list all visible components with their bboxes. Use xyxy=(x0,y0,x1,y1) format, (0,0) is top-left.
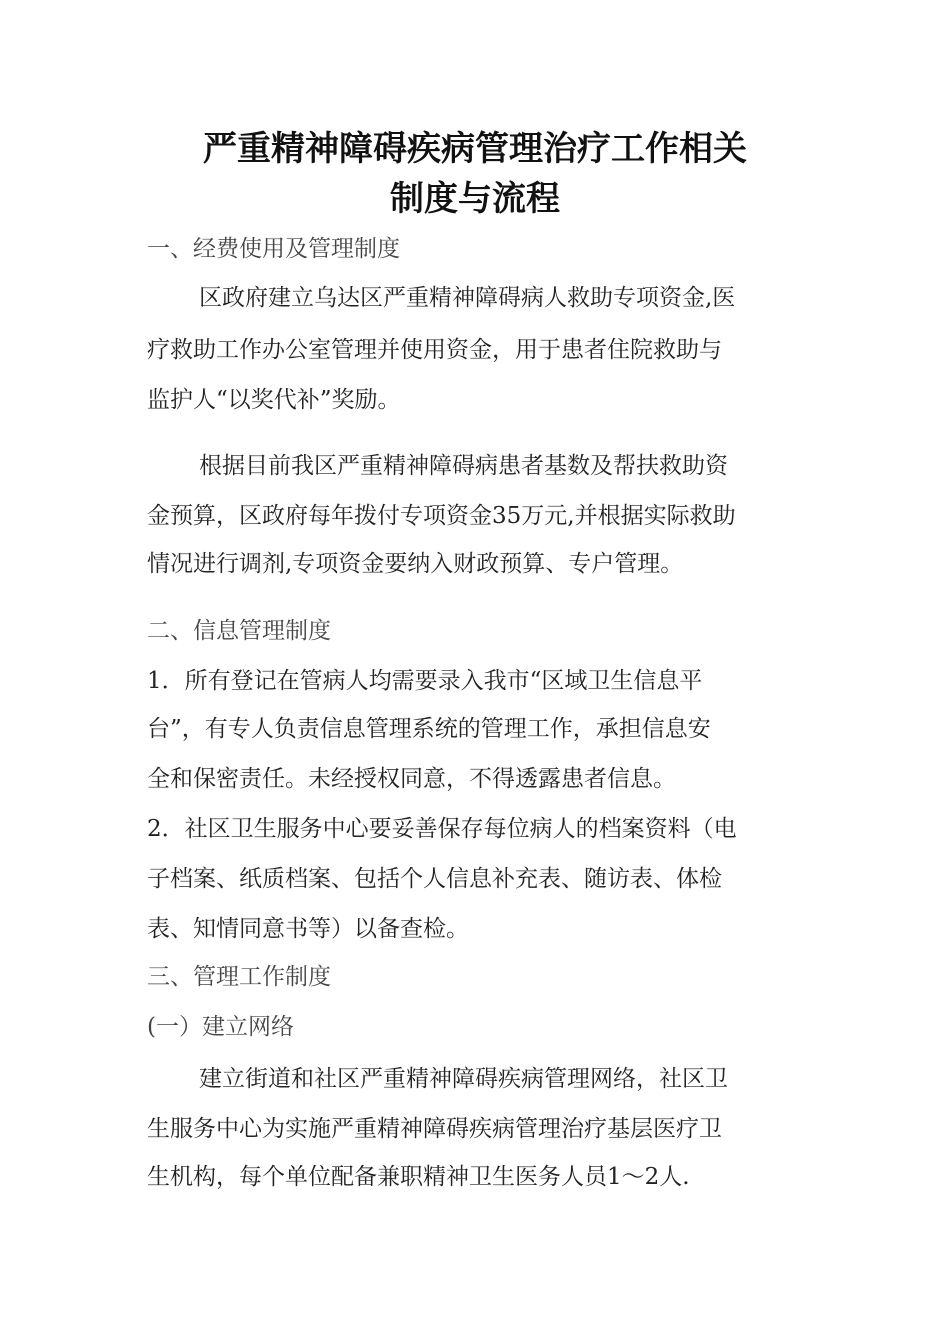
paragraph-line: 情况进行调剂,专项资金要纳入财政预算、专户管理。 xyxy=(147,551,684,577)
section-3-subheading: (一）建立网络 xyxy=(147,1014,294,1040)
paragraph-line: 监护人“以奖代补”奖励。 xyxy=(147,387,401,413)
section-1-heading: 一、经费使用及管理制度 xyxy=(147,236,400,262)
paragraph-line: 金预算，区政府每年拨付专项资金35万元,并根据实际救助 xyxy=(147,503,736,529)
paragraph-line: 子档案、纸质档案、包括个人信息补充表、随访表、体检 xyxy=(147,866,722,892)
paragraph-line: 疗救助工作办公室管理并使用资金，用于患者住院救助与 xyxy=(147,337,722,363)
section-2-heading: 二、信息管理制度 xyxy=(147,618,331,644)
paragraph-line: 表、知情同意书等）以备查检。 xyxy=(147,916,469,942)
paragraph-line: 1．所有登记在管病人均需要录入我市“区域卫生信息平 xyxy=(147,668,703,694)
paragraph-line: 生服务中心为实施严重精神障碍疾病管理治疗基层医疗卫 xyxy=(147,1116,722,1142)
document-title-line-1: 严重精神障碍疾病管理治疗工作相关 xyxy=(203,129,747,169)
section-3-heading: 三、管理工作制度 xyxy=(147,964,331,990)
paragraph-line: 2．社区卫生服务中心要妥善保存每位病人的档案资料（电 xyxy=(147,816,737,842)
document-title-line-2: 制度与流程 xyxy=(390,179,560,219)
paragraph-line: 根据目前我区严重精神障碍病患者基数及帮扶救助资 xyxy=(199,453,728,479)
paragraph-line: 建立街道和社区严重精神障碍疾病管理网络，社区卫 xyxy=(199,1066,728,1092)
paragraph-line: 生机构，每个单位配备兼职精神卫生医务人员1～2人. xyxy=(147,1164,690,1190)
paragraph-line: 区政府建立乌达区严重精神障碍病人救助专项资金,医 xyxy=(199,285,736,311)
paragraph-line: 全和保密责任。未经授权同意，不得透露患者信息。 xyxy=(147,766,676,792)
paragraph-line: 台”，有专人负责信息管理系统的管理工作，承担信息安 xyxy=(147,716,711,742)
